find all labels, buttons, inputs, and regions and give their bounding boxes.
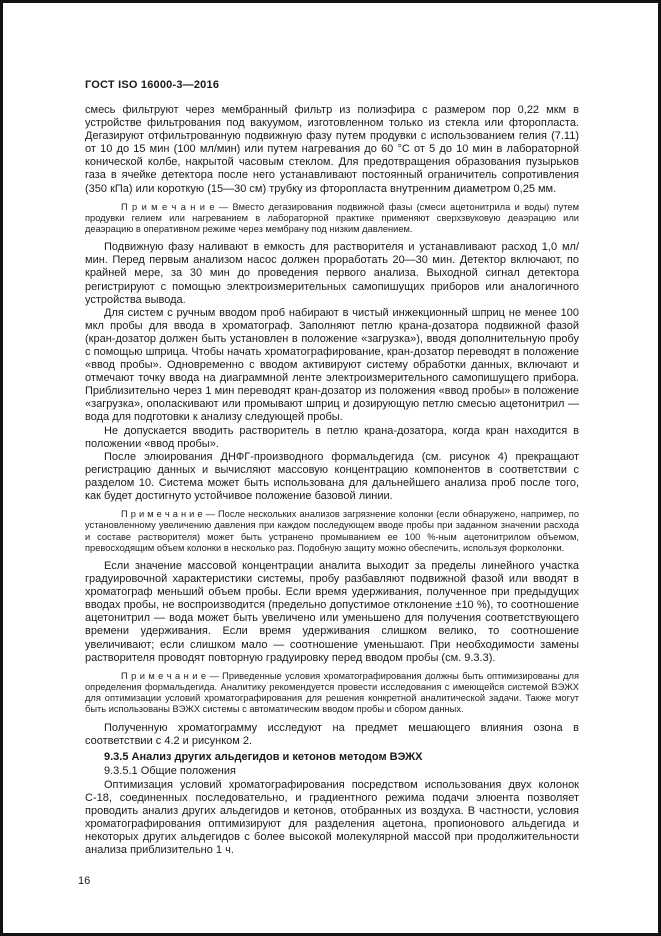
note-paragraph: П р и м е ч а н и е — После нескольких анализов загрязнение колонки (если обнаружено, например, по установленному увеличению давления при каждом последующем вводе пробы при заданном значении расхода и составе растворителя) может быть устранено промыванием ее 100 %-ным ацетонитрилом объемом, превосходящим объем колонки в несколько раз. Подобную защиту можно обеспечить, используя форколонки. xyxy=(85,509,579,553)
document-content xyxy=(3,3,658,857)
page-number: 16 xyxy=(78,875,91,887)
body-paragraph: Если значение массовой концентрации аналита выходит за пределы линейного участка градуировочной характеристики системы, пробу разбавляют подвижной фазой или вводят в хроматограф меньший объем пробы. Если время удерживания, полученное при предыдущих вводах пробы, не воспроизводится (предельно допустимое отклонение ±10 %), то соотношение ацетонитрил — вода может быть увеличено или уменьшено для получения соответствующего времени удерживания. Если время удерживания слишком велико, то соотношение увеличивают; если слишком мало — соотношение уменьшают. При необходимости замены растворителя проводят повторную градуировку перед вводом пробы (см. 9.3.3). xyxy=(85,559,579,664)
body-paragraph: Подвижную фазу наливают в емкость для растворителя и устанавливают расход 1,0 мл/мин. Перед первым анализом насос должен проработать 20—30 мин. Детектор включают, по крайней мере, за 30 мин до проведения первого анализа. Выходной сигнал детектора регистрируют с помощью электроизмерительных самопишущих приборов или аналогичного устройства вывода. xyxy=(85,241,579,306)
body-paragraph: Для систем с ручным вводом проб набирают в чистый инжекционный шприц не менее 100 мкл пробы для ввода в хроматограф. Заполняют петлю крана-дозатора подвижной фазой (кран-дозатор должен быть установлен в положение «загрузка»), вводя дополнительную пробу с помощью шприца. Чтобы начать хроматографирование, кран-дозатор переводят в положение «ввод пробы». Одновременно с вводом активируют систему обработки данных, включают и отмечают точку ввода на диаграммной ленте электроизмерительного самопишущего прибора. Приблизительно через 1 мин переводят кран-дозатор из положения «ввод пробы» в положение «загрузка», ополаскивают или промывают шприц и дозирующую петлю смесью ацетонитрил — вода для подготовки к анализу следующей пробы. xyxy=(85,306,579,424)
document-header: ГОСТ ISO 16000-3—2016 xyxy=(85,79,220,91)
body-paragraph: Оптимизация условий хроматографирования посредством использования двух колонок С-18, соединенных последовательно, и градиентного режима подачи элюента позволяет проводить анализ других альдегидов и кетонов, отобранных из воздуха. В частности, условия хроматографирования оптимизируют для разделения ацетона, пропионового альдегида и некоторых других альдегидов с более высокой молекулярной массой при продолжительности анализа приблизительно 1 ч. xyxy=(85,778,579,857)
body-paragraph: смесь фильтруют через мембранный фильтр из полиэфира с размером пор 0,22 мкм в устройстве фильтрования под вакуумом, изготовленном только из стекла или фторопласта. Дегазируют отфильтрованную подвижную фазу путем продувки с использованием гелия (7.11) от 10 до 15 мин (100 мл/мин) или путем нагревания до 60 °С от 5 до 10 мин в лабораторной конической колбе, накрытой часовым стеклом. Для предотвращения образования пузырьков газа в ячейке детектора после него устанавливают постоянный ограничитель сопротивления (350 кПа) или короткую (15—30 см) трубку из фторопласта внутренним диаметром 0,25 мм. xyxy=(85,104,579,195)
note-paragraph: П р и м е ч а н и е — Приведенные условия хроматографирования должны быть оптимизированы для определения формальдегида. Аналитику рекомендуется провести исследования с имеющейся системой ВЭЖХ для оптимизации условий хроматографирования для решения конкретной аналитической задачи. Также могут быть использованы ВЭЖХ системы с автоматическим вводом пробы и сбором данных. xyxy=(85,670,579,715)
note-paragraph: П р и м е ч а н и е — Вместо дегазирования подвижной фазы (смеси ацетонитрила и воды) путем продувки гелием или нагреванием в лабораторной практике применяют сверхзвуковую деаэрацию или деаэрацию в оперативном режиме через мембрану под низким давлением. xyxy=(85,201,579,235)
body-paragraph: Полученную хроматограмму исследуют на предмет мешающего влияния озона в соответствии с 4.2 и рисунком 2. xyxy=(85,721,579,747)
body-paragraph: После элюирования ДНФГ-производного формальдегида (см. рисунок 4) прекращают регистрацию данных и вычисляют массовую концентрацию компонентов в соответствии с разделом 10. Система может быть использована для дальнейшего анализа проб после того, как будет достигнуто устойчивое положение базовой линии. xyxy=(85,450,579,503)
body-paragraph: Не допускается вводить растворитель в петлю крана-дозатора, когда кран находится в положении «ввод пробы». xyxy=(85,424,579,450)
subsection-heading: 9.3.5.1 Общие положения xyxy=(104,764,236,777)
section-heading: 9.3.5 Анализ других альдегидов и кетонов методом ВЭЖХ xyxy=(104,750,423,763)
